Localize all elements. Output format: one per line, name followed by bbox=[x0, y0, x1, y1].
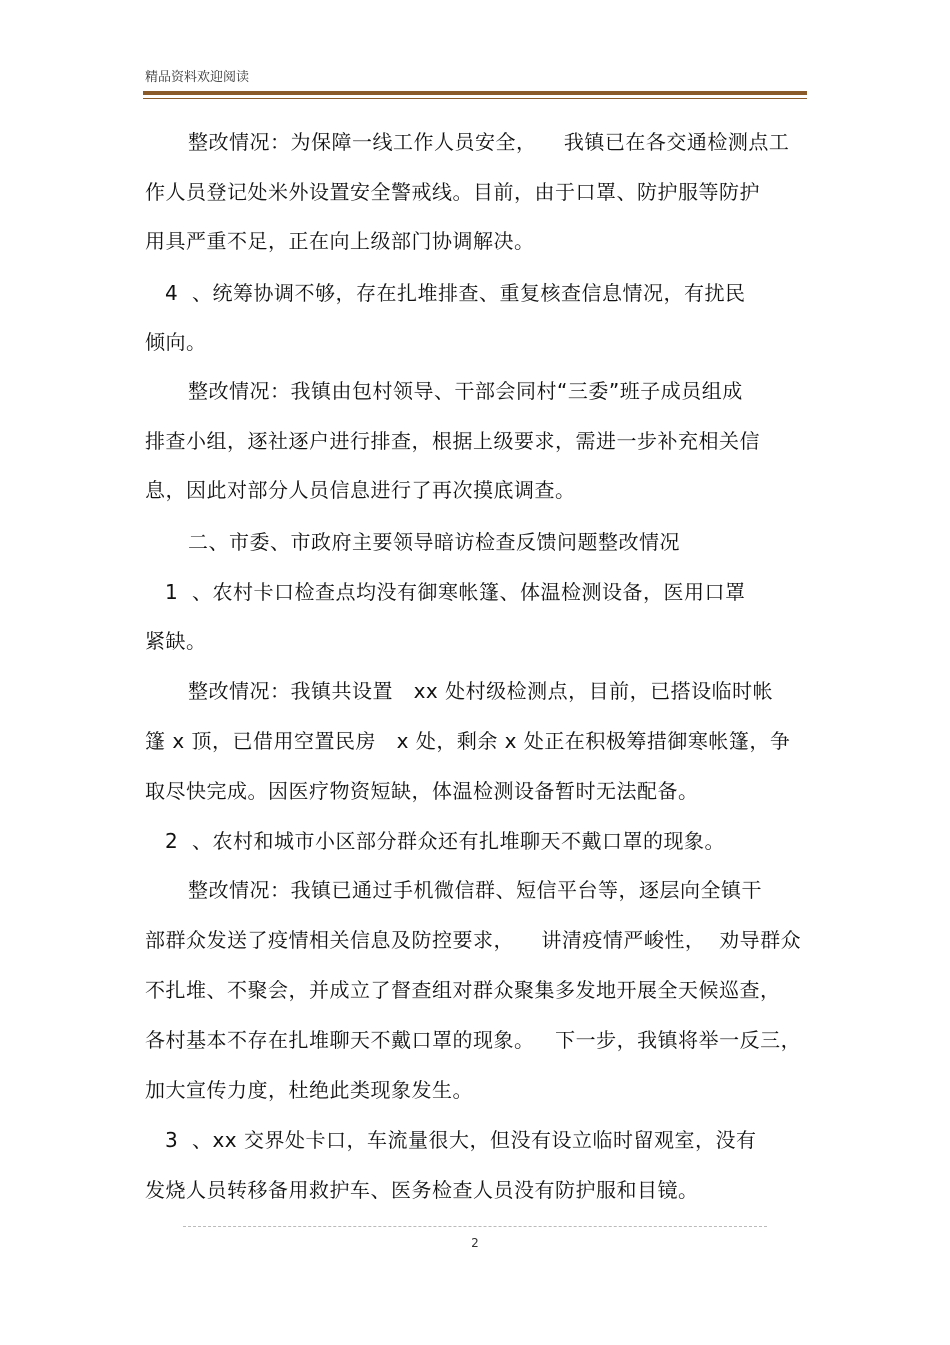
body-line: 不扎堆、不聚会，并成立了督查组对群众聚集多发地开展全天候巡查， bbox=[145, 978, 781, 1002]
body-line: 倾向。 bbox=[145, 330, 207, 354]
body-line: 1 、农村卡口检查点均没有御寒帐篷、体温检测设备，医用口罩 bbox=[165, 580, 746, 604]
body-line: 紧缺。 bbox=[145, 629, 207, 653]
body-line: 整改情况：我镇共设置 xx 处村级检测点，目前，已搭设临时帐 bbox=[188, 679, 774, 703]
header-rule-thin bbox=[143, 98, 807, 99]
body-line: 整改情况：我镇已通过手机微信群、短信平台等，逐层向全镇干 bbox=[188, 878, 762, 902]
body-line: 整改情况：我镇由包村领导、干部会同村“三委”班子成员组成 bbox=[188, 379, 743, 403]
body-line: 排查小组，逐社逐户进行排查，根据上级要求，需进一步补充相关信 bbox=[145, 429, 760, 453]
header-rule-thick bbox=[143, 91, 807, 95]
body-line: 用具严重不足，正在向上级部门协调解决。 bbox=[145, 229, 535, 253]
footer-rule bbox=[183, 1226, 767, 1227]
page-number: 2 bbox=[471, 1236, 479, 1250]
body-line: 部群众发送了疫情相关信息及防控要求， 讲清疫情严峻性， 劝导群众 bbox=[145, 928, 802, 952]
body-line: 整改情况：为保障一线工作人员安全， 我镇已在各交通检测点工 bbox=[188, 130, 790, 154]
body-line: 篷 x 顶，已借用空置民房 x 处，剩余 x 处正在积极筹措御寒帐篷，争 bbox=[145, 729, 791, 753]
body-line: 取尽快完成。因医疗物资短缺，体温检测设备暂时无法配备。 bbox=[145, 779, 699, 803]
body-line: 3 、xx 交界处卡口，车流量很大，但没有设立临时留观室，没有 bbox=[165, 1128, 757, 1152]
body-line: 加大宣传力度，杜绝此类现象发生。 bbox=[145, 1078, 473, 1102]
body-line: 发烧人员转移备用救护车、医务检查人员没有防护服和目镜。 bbox=[145, 1178, 699, 1202]
section-heading: 二、市委、市政府主要领导暗访检查反馈问题整改情况 bbox=[188, 530, 680, 554]
page-header-title: 精品资料欢迎阅读 bbox=[145, 70, 250, 85]
body-line: 2 、农村和城市小区部分群众还有扎堆聊天不戴口罩的现象。 bbox=[165, 829, 725, 853]
body-line: 各村基本不存在扎堆聊天不戴口罩的现象。 下一步，我镇将举一反三， bbox=[145, 1028, 802, 1052]
body-line: 4 、统筹协调不够，存在扎堆排查、重复核查信息情况，有扰民 bbox=[165, 281, 746, 305]
body-line: 作人员登记处米外设置安全警戒线。目前，由于口罩、防护服等防护 bbox=[145, 180, 760, 204]
body-line: 息，因此对部分人员信息进行了再次摸底调查。 bbox=[145, 478, 576, 502]
